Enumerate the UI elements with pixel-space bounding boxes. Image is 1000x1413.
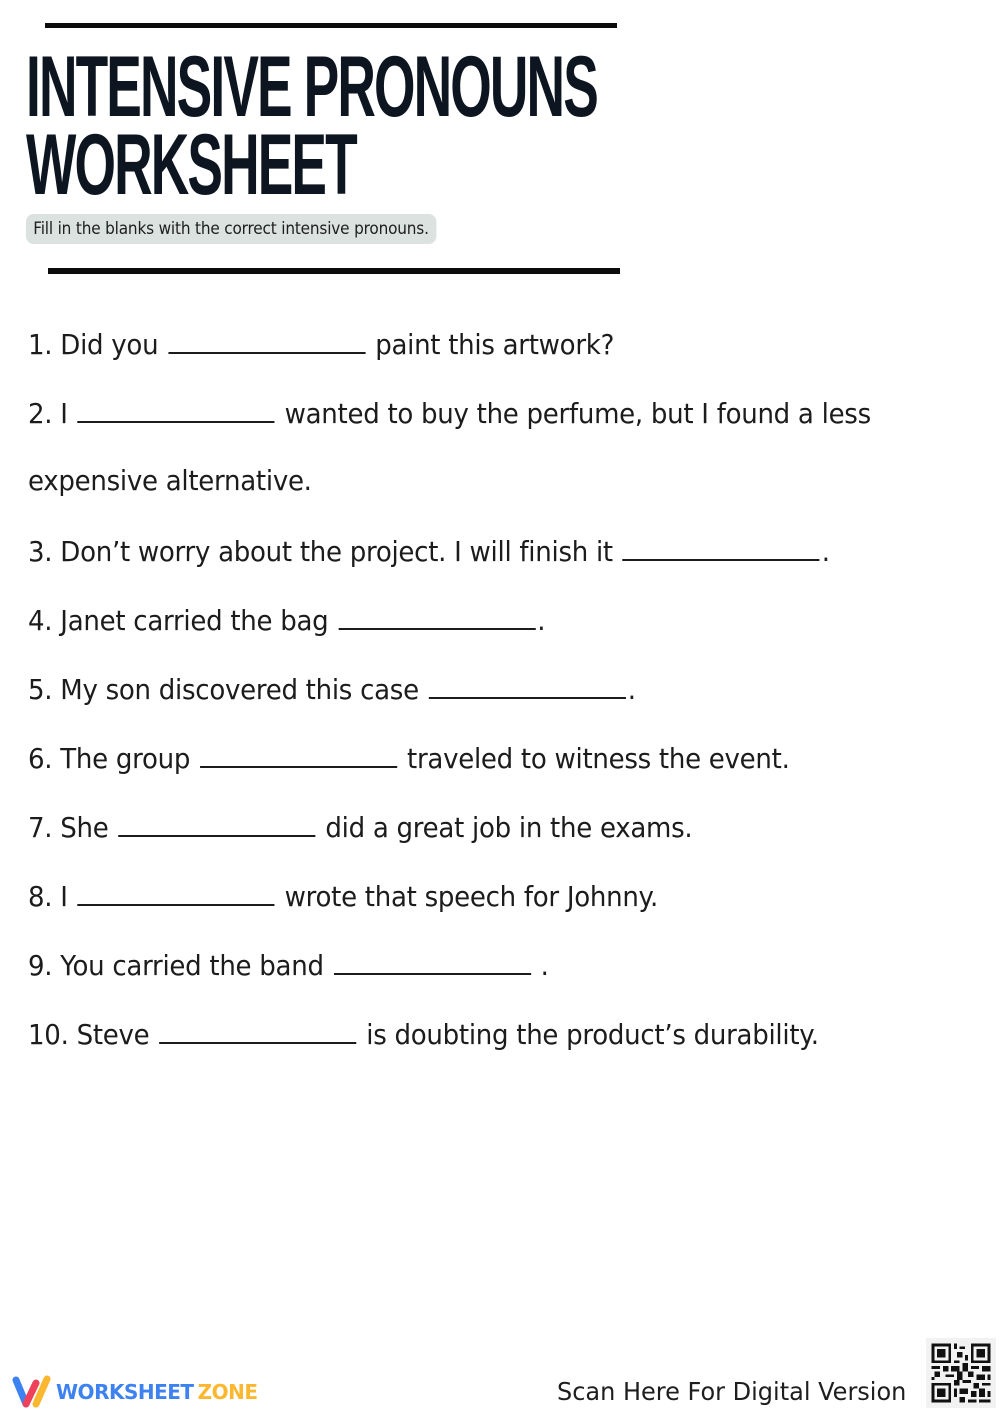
worksheet-zone-logo[interactable] [10,1374,257,1410]
question-text-before: Don’t worry about the project. I will finish it [60,535,613,568]
question-number: 6. [28,742,53,775]
question-text-after: . [627,673,636,706]
brand-name [56,1380,257,1404]
question-number: 7. [28,811,53,844]
page-title [26,39,597,213]
answer-blank-8[interactable] [78,874,275,906]
question-9 [28,943,921,1012]
question-text-before: I [60,397,68,430]
question-number: 2. [28,397,53,430]
title-line-1: INTENSIVE PRONOUNS [26,39,597,135]
question-text-before: Steve [76,1018,150,1051]
brand-name-secondary: ZONE [197,1380,258,1404]
question-text-continuation: expensive alternative. [28,464,312,497]
answer-blank-2[interactable] [78,391,275,423]
question-text-after: is doubting the product’s durability. [366,1018,819,1051]
question-5 [28,667,921,736]
question-number: 10. [28,1018,69,1051]
question-text-before: My son discovered this case [60,673,419,706]
question-text-after: . [537,604,546,637]
question-number: 3. [28,535,53,568]
question-10 [28,1012,921,1081]
question-text-after: . [532,949,549,982]
answer-blank-9[interactable] [334,943,531,975]
question-text-after: wanted to buy the perfume, but I found a less [284,397,871,430]
question-text-after: traveled to witness the event. [407,742,790,775]
answer-blank-5[interactable] [429,667,626,699]
question-text-after: paint this artwork? [375,328,615,361]
answer-blank-7[interactable] [118,805,315,837]
question-text-after: did a great job in the exams. [325,811,693,844]
answer-blank-10[interactable] [159,1012,356,1044]
question-4 [28,598,921,667]
question-8 [28,874,921,943]
question-2-continuation [28,460,921,529]
bottom-divider [48,268,620,274]
question-text-before: I [60,880,68,913]
question-number: 9. [28,949,53,982]
question-text-before: You carried the band [60,949,324,982]
answer-blank-3[interactable] [623,529,820,561]
question-text-before: She [60,811,109,844]
question-number: 5. [28,673,53,706]
question-list [28,322,988,1081]
brand-name-primary: WORKSHEET [56,1380,194,1404]
question-text-after: wrote that speech for Johnny. [284,880,658,913]
title-line-2: WORKSHEET [26,117,356,213]
question-number: 4. [28,604,53,637]
question-7 [28,805,921,874]
question-text-after: . [821,535,830,568]
question-2 [28,391,921,460]
question-text-before: The group [60,742,191,775]
answer-blank-6[interactable] [200,736,397,768]
answer-blank-1[interactable] [168,322,365,354]
top-divider [45,23,617,28]
question-1 [28,322,921,391]
answer-blank-4[interactable] [338,598,535,630]
question-number: 8. [28,880,53,913]
instructions-badge: Fill in the blanks with the correct intensive pronouns. [26,214,436,244]
question-number: 1. [28,328,53,361]
question-3 [28,529,921,598]
worksheet-zone-logo-icon [10,1374,52,1410]
question-6 [28,736,921,805]
question-text-before: Janet carried the bag [60,604,329,637]
scan-digital-version-label: Scan Here For Digital Version [557,1377,907,1406]
qr-code-icon[interactable] [926,1338,996,1408]
question-text-before: Did you [60,328,159,361]
